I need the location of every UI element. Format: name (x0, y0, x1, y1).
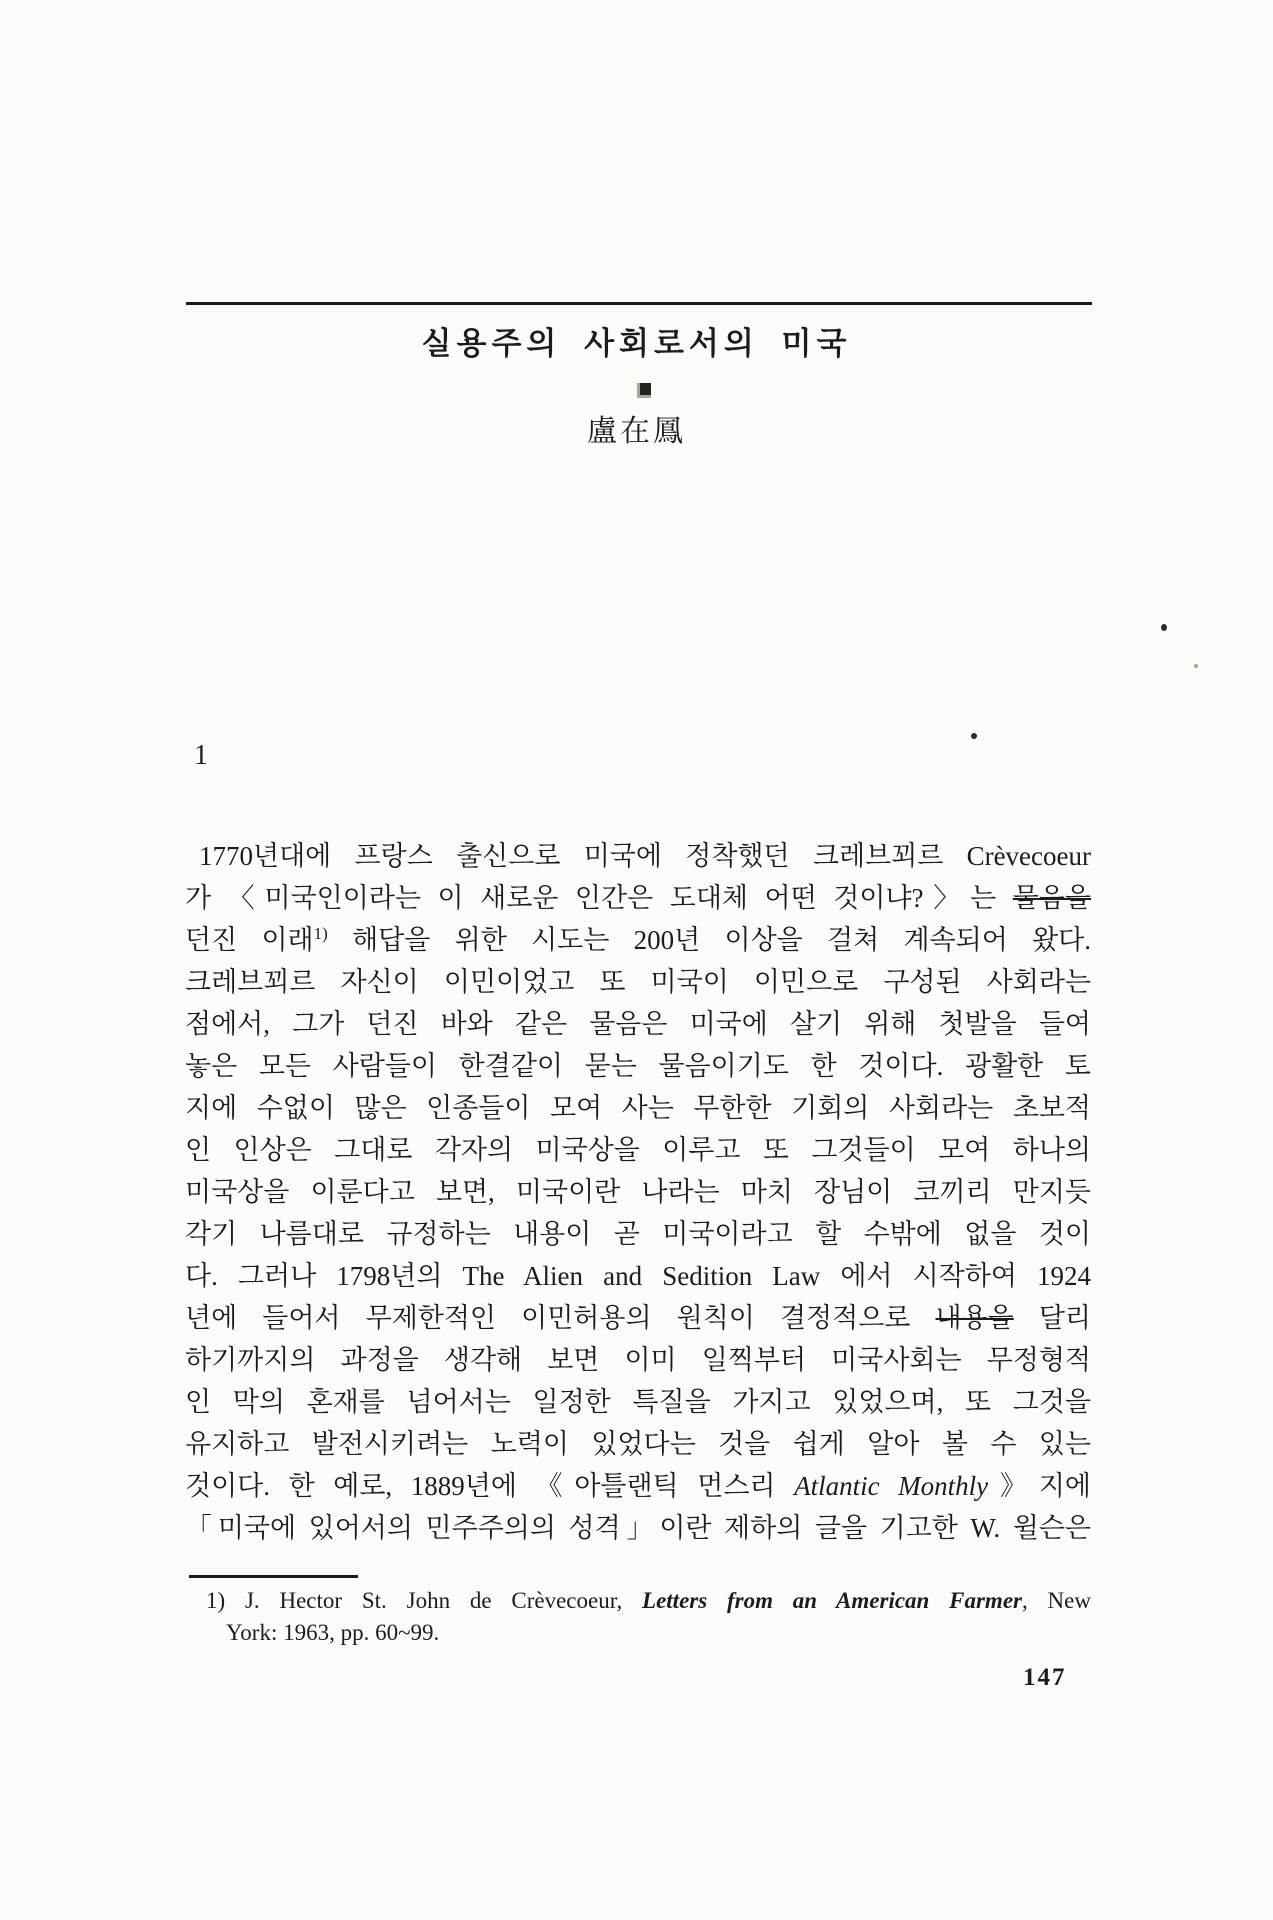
footnote-rule (189, 1575, 358, 1578)
page-number: 147 (1023, 1664, 1067, 1691)
text-segment: 물음을 (1012, 883, 1091, 913)
footnote (206, 1585, 1091, 1649)
body-text-line (185, 919, 1091, 961)
text-segment: 1) J. Hector St. John de Crèvecoeur, (206, 1588, 643, 1613)
body-text-line (185, 1339, 1091, 1381)
scan-speck (1161, 624, 1167, 631)
body-text-line (185, 1129, 1091, 1171)
text-segment: 달리 (1013, 1303, 1091, 1333)
footnote-line (206, 1617, 1091, 1649)
section-number: 1 (194, 740, 208, 771)
body-text-line (185, 877, 1091, 919)
text-segment: , New (1021, 1588, 1091, 1613)
body-text-line (185, 1297, 1091, 1339)
text-segment: 것이다. 한 예로, 1889년에 《아틀랜틱 먼스리 (185, 1471, 795, 1501)
author-name: 盧在鳳 (587, 415, 686, 448)
text-segment: 1770년대에 프랑스 출신으로 미국에 정착했던 크레브꾀르 Crèvecoeur (199, 841, 1091, 871)
body-text-line (185, 1087, 1091, 1129)
text-segment: 지에 수없이 많은 인종들이 모여 사는 무한한 기회의 사회라는 초보적 (185, 1093, 1091, 1123)
text-segment: 미국상을 이룬다고 보면, 미국이란 나라는 마치 장님이 코끼리 만지듯 (185, 1177, 1091, 1207)
footnote-line (206, 1585, 1091, 1617)
body-text-line (185, 835, 1091, 877)
text-segment: 유지하고 발전시키려는 노력이 있었다는 것을 쉽게 알아 볼 수 있는 (185, 1429, 1091, 1459)
text-segment: 》지에 (988, 1471, 1091, 1501)
body-text-line (185, 1255, 1091, 1297)
text-segment: Letters from an American Farmer (642, 1588, 1022, 1613)
title-rule (186, 302, 1092, 305)
text-segment: 점에서, 그가 던진 바와 같은 물음은 미국에 살기 위해 첫발을 들여 (185, 1009, 1091, 1039)
body-text-line (185, 961, 1091, 1003)
text-segment: 가 〈미국인이라는 이 새로운 인간은 도대체 어떤 것이냐?〉는 (185, 883, 1013, 913)
body-text-line (185, 1381, 1091, 1423)
body-text-line (185, 1465, 1091, 1507)
text-segment: 인 막의 혼재를 넘어서는 일정한 특질을 가지고 있었으며, 또 그것을 (185, 1387, 1091, 1417)
text-segment: 「미국에 있어서의 민주주의의 성격」이란 제하의 글을 기고한 W. 윌슨은 (185, 1513, 1091, 1543)
body-text-line (185, 1213, 1091, 1255)
text-segment: Atlantic Monthly (794, 1471, 989, 1501)
body-text-line (185, 1171, 1091, 1213)
title-ornament-icon (637, 383, 651, 398)
text-segment: 해답을 위한 시도는 200년 이상을 걸쳐 계속되어 왔다. (327, 925, 1092, 955)
text-segment: York: 1963, pp. 60~99. (226, 1620, 440, 1645)
page-title: 실용주의 사회로서의 미국 (421, 326, 852, 361)
scan-speck (1194, 664, 1198, 668)
text-segment: 내용을 (935, 1303, 1014, 1333)
text-segment: 년에 들어서 무제한적인 이민허용의 원칙이 결정적으로 (185, 1303, 936, 1333)
text-segment: 인 인상은 그대로 각자의 미국상을 이루고 또 그것들이 모여 하나의 (185, 1135, 1091, 1165)
body-text (185, 835, 1091, 1549)
scan-speck (971, 733, 977, 739)
text-segment: 1) (313, 924, 328, 943)
text-segment: 크레브꾀르 자신이 이민이었고 또 미국이 이민으로 구성된 사회라는 (185, 967, 1091, 997)
text-segment: 던진 이래 (185, 925, 314, 955)
body-text-line (185, 1045, 1091, 1087)
text-segment: 하기까지의 과정을 생각해 보면 이미 일찍부터 미국사회는 무정형적 (185, 1345, 1091, 1375)
text-segment: 각기 나름대로 규정하는 내용이 곧 미국이라고 할 수밖에 없을 것이 (185, 1219, 1091, 1249)
text-segment: 놓은 모든 사람들이 한결같이 묻는 물음이기도 한 것이다. 광활한 토 (185, 1051, 1091, 1081)
body-text-line (185, 1423, 1091, 1465)
body-text-line (185, 1003, 1091, 1045)
text-segment: 다. 그러나 1798년의 The Alien and Sedition Law 에서 시작하여 1924 (185, 1261, 1091, 1291)
body-text-line (185, 1507, 1091, 1549)
